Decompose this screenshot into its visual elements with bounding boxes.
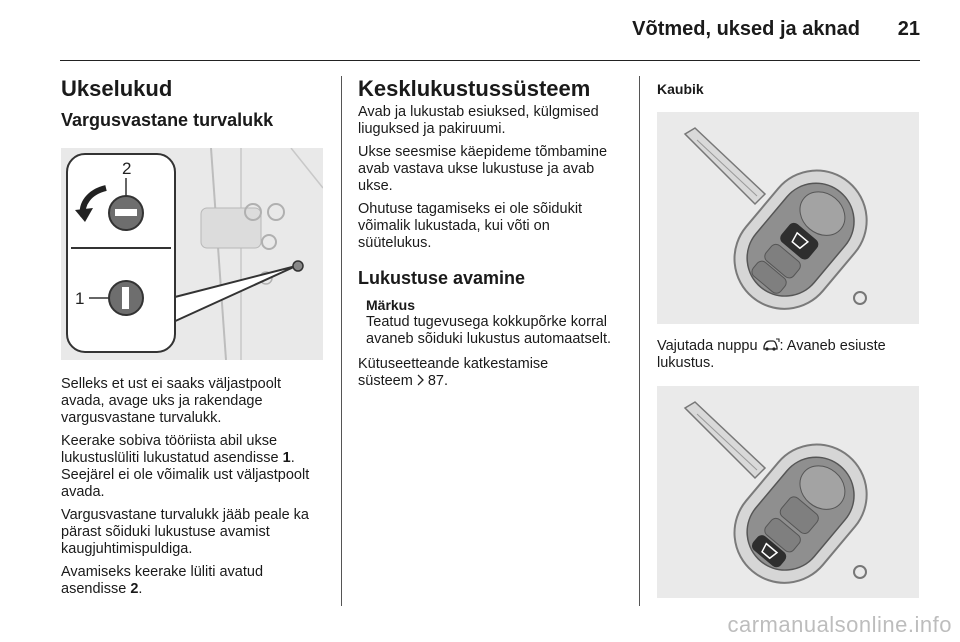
subsection-heading: Vargusvastane turvalukk: [61, 110, 274, 130]
section-heading: Kaubik: [657, 81, 704, 97]
child-lock-illustration: [61, 148, 323, 360]
column-3: [657, 74, 920, 598]
page-header-title: Võtmed, uksed ja aknad: [632, 18, 860, 40]
note-text: Teatud tugevusega kokkupõrke korral avaneb sõiduki lukustus automaatselt.: [366, 314, 612, 347]
paragraph: Vargusvastane turvalukk jääb peale ka pärast sõiduki lukustuse avamist kaugjuhtimispuldiga.: [61, 507, 309, 557]
key-fob-illustration: [657, 112, 919, 324]
column-divider-2: [639, 76, 640, 606]
page-number: 21: [897, 18, 920, 40]
note-title: Märkus: [366, 297, 416, 313]
column-1: [61, 74, 327, 604]
paragraph: Avamiseks keerake lüliti avatud asendisse 2.: [61, 564, 264, 597]
key-fob-illustration-2: [657, 386, 919, 598]
unlock-car-icon: [762, 338, 780, 352]
paragraph: Vajutada nuppu : Avaneb esiuste lukustus.: [657, 338, 886, 371]
paragraph: Keerake sobiva tööriista abil ukse lukustuslüliti lukustatud asendisse 1. Seejärel ei ole võimalik ust väljastpoolt avada.: [61, 433, 310, 500]
note-box: [358, 296, 624, 348]
section-heading: Ukselukud: [61, 76, 173, 101]
subsection-heading: Lukustuse avamine: [358, 268, 526, 288]
paragraph: Ohutuse tagamiseks ei ole sõidukit võimalik lukustada, kui võti on süütelukus.: [358, 201, 583, 251]
section-heading: Kesklukustussüsteem: [358, 76, 591, 101]
paragraph: Ukse seesmise käepideme tõmbamine avab vastava ukse lukustuse ja avab ukse.: [358, 144, 608, 194]
column-divider-1: [341, 76, 342, 606]
paragraph: Avab ja lukustab esiuksed, külgmised liuguksed ja pakiruumi.: [358, 104, 599, 137]
footer-watermark: carmanualsonline.info: [727, 612, 952, 637]
cross-reference-arrow-icon: [417, 374, 424, 386]
header-divider: [60, 60, 920, 61]
figure-label-2: 2: [122, 159, 132, 178]
figure-label-1: 1: [75, 289, 85, 308]
column-2: [358, 74, 624, 396]
paragraph: Kütuseetteande katkestamise süsteem 87.: [358, 356, 549, 389]
paragraph: Selleks et ust ei saaks väljastpoolt avada, avage uks ja rakendage vargusvastane turvalukk.: [61, 376, 282, 426]
